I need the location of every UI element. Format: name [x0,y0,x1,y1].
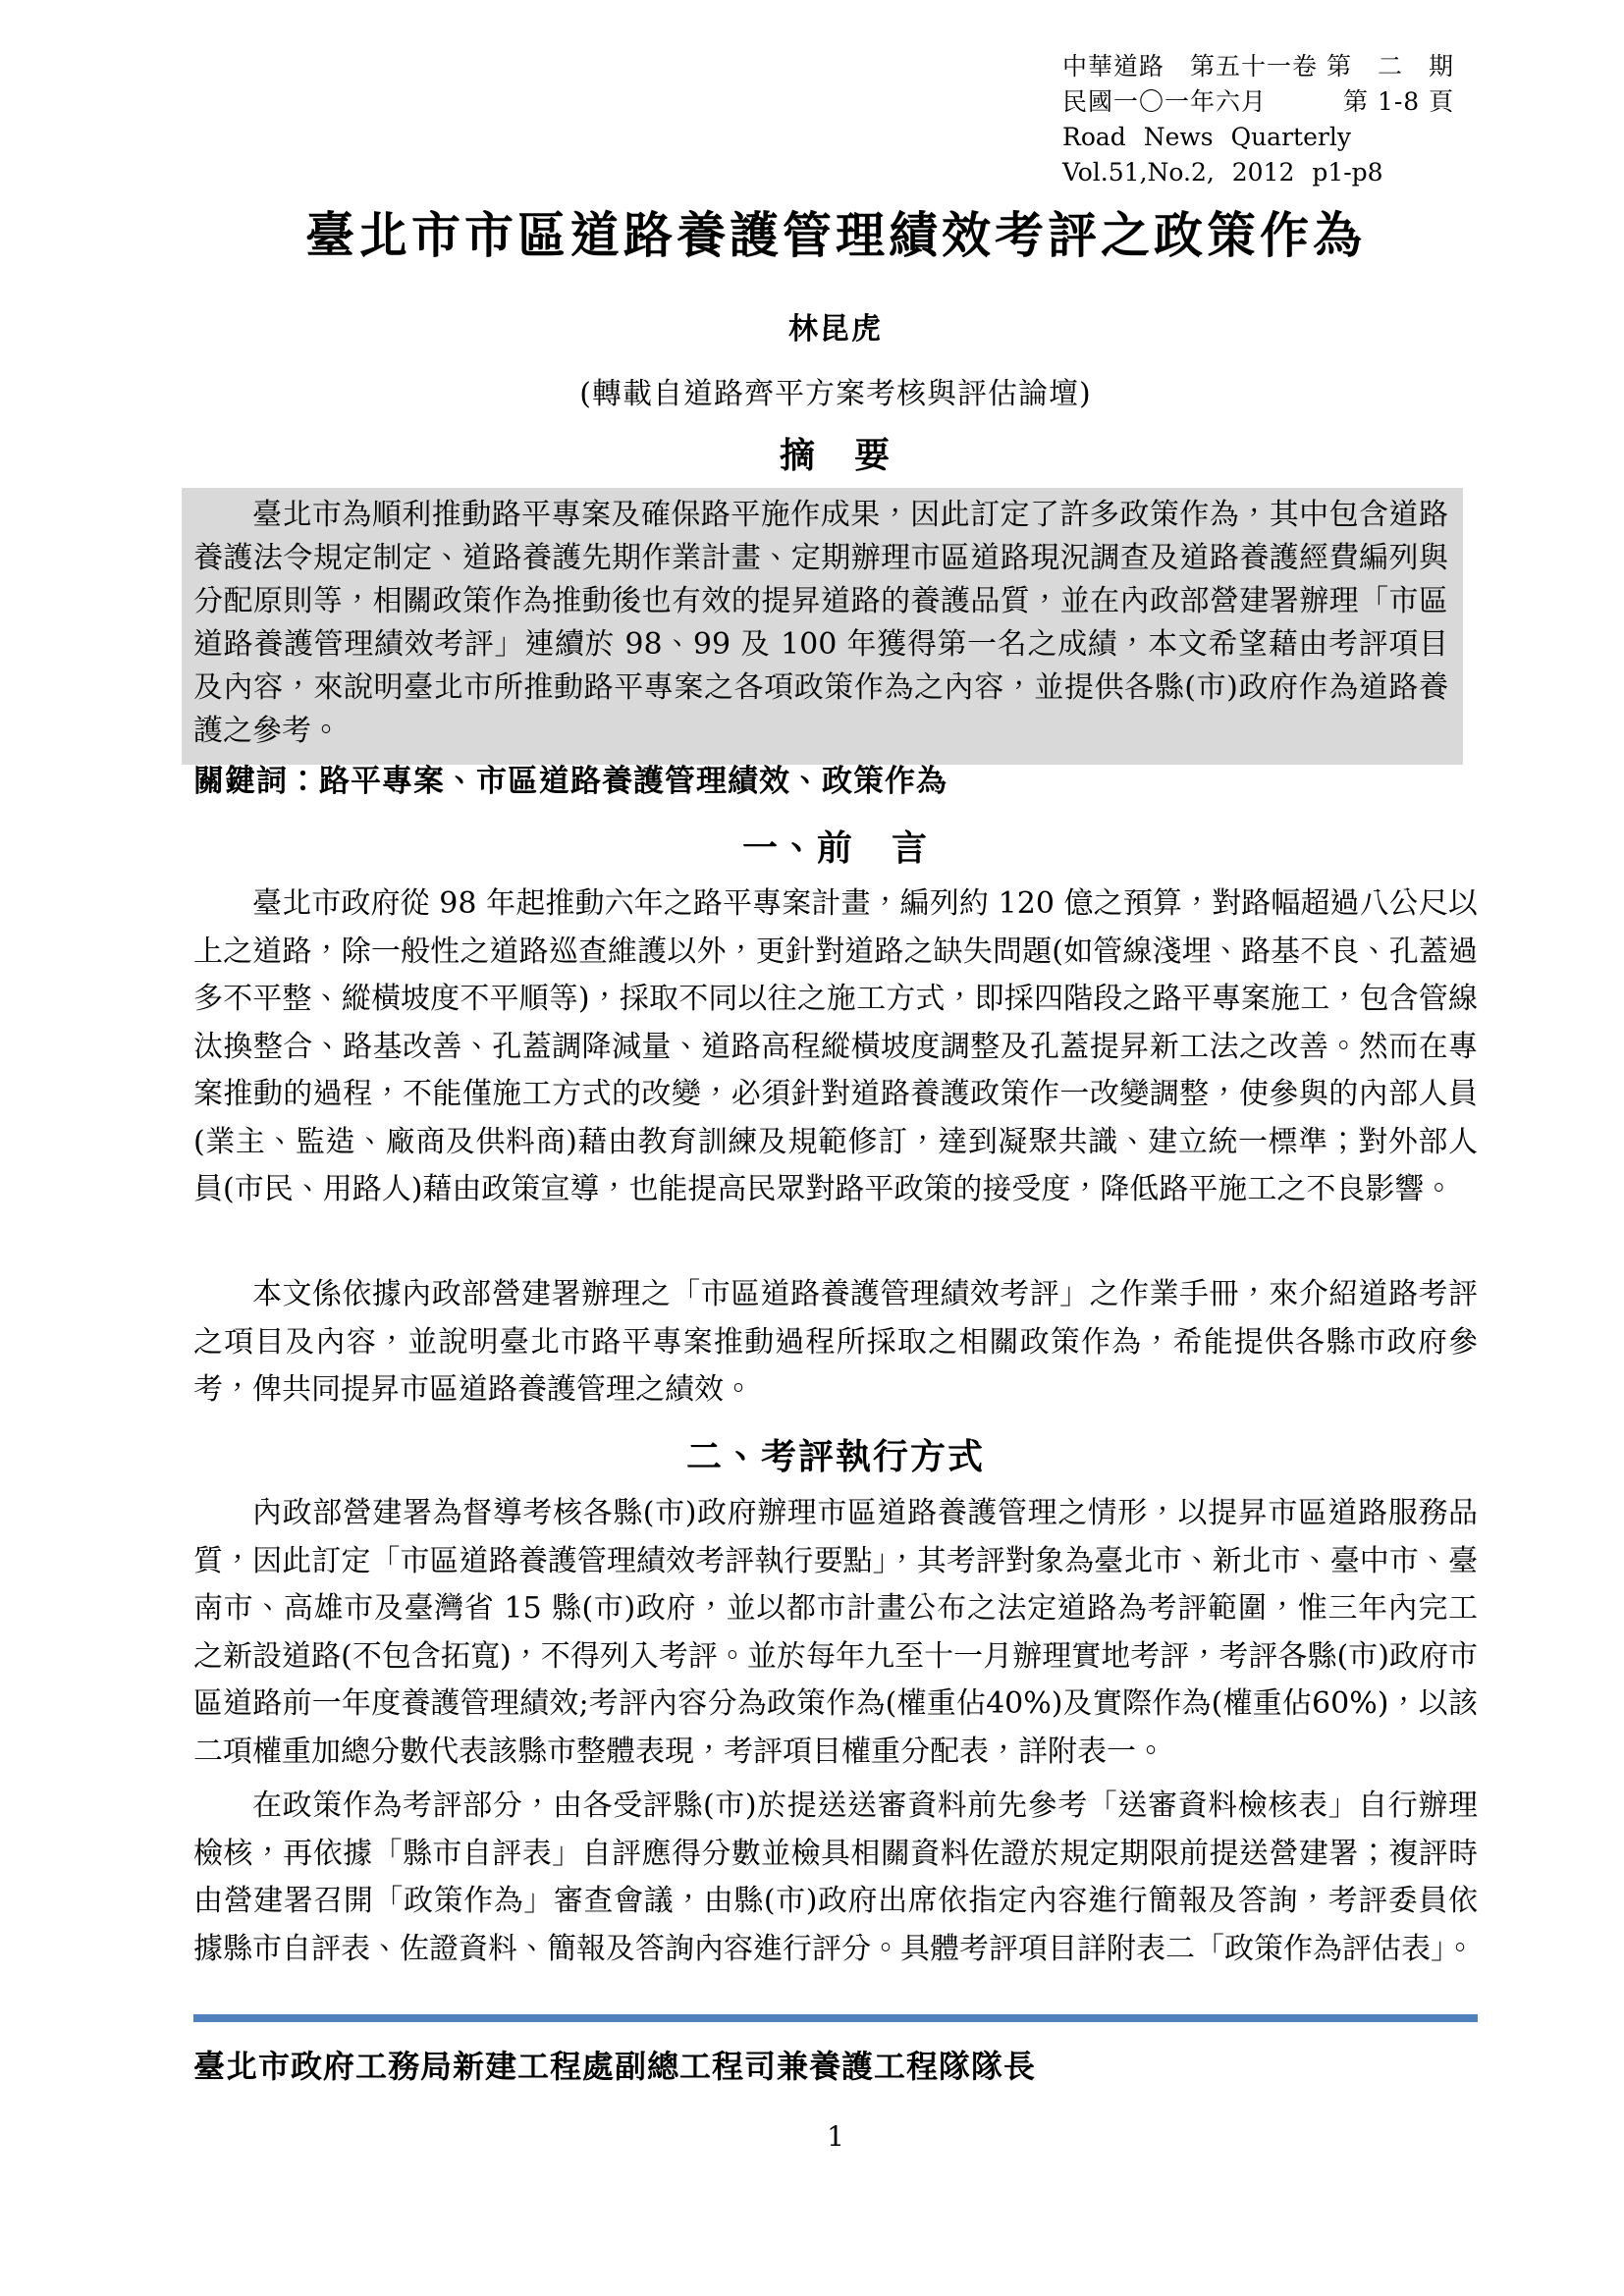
keywords-line: 關鍵詞：路平專案、市區道路養護管理績效、政策作為 [193,764,947,799]
page-number: 1 [827,2120,844,2153]
abstract-text: 臺北市為順利推動路平專案及確保路平施作成果，因此訂定了許多政策作為，其中包含道路養護法令規定制定、道路養護先期作業計畫、定期辦理市區道路現況調查及道路養護經費編列與分配原則等，相關政策作為推動後也有效的提昇道路的養護品質，並在內政部營建署辦理「市區道路養護管理績效考評」連續於 98、99 及 100 年獲得第一名之成績，本文希望藉由考評項目及內容，來說明臺北市所推動路平專案之各項政策作為之內容，並提供各縣(市)政府作為道路養護之參考。 [193,498,1448,748]
section-1-heading: 一、前 言 [741,828,929,869]
author-affiliation-footnote: 臺北市政府工務局新建工程處副總工程司兼養護工程隊隊長 [193,2048,1037,2085]
section-2-paragraph-1: 內政部營建署為督導考核各縣(市)政府辦理市區道路養護管理之情形，以提昇市區道路服務品質，因此訂定「市區道路養護管理績效考評執行要點」，其考評對象為臺北市、新北市、臺中市、臺南市、高雄市及臺灣省 15 縣(市)政府，並以都市計畫公布之法定道路為考評範圍，惟三年內完工之新設道路(不包含拓寬)，不得列入考評。並於每年九至十一月辦理實地考評，考評各縣(市)政府市區道路前一年度養護管理績效;考評內容分為政策作為(權重佔40%)及實際作為(權重佔60%)，以該二項權重加總分數代表該縣市整體表現，考評項目權重分配表，詳附表一。 [193,1496,1478,1769]
journal-header [1062,49,1454,190]
journal-header-line-date-pages: 民國一〇一年六月 第 1-8 頁 [1062,87,1455,116]
footnote-divider [193,2014,1478,2022]
section-2-heading: 二、考評執行方式 [685,1437,985,1477]
paper-title: 臺北市市區道路養護管理績效考評之政策作為 [305,206,1366,264]
journal-header-line-volume: 中華道路 第五十一卷 第 二 期 [1062,52,1454,80]
abstract-heading: 摘 要 [779,436,892,476]
journal-header-line-volume-english: Vol.51,No.2, 2012 p1-p8 [1062,158,1383,187]
journal-header-line-english-title: Road News Quarterly [1062,123,1351,151]
reprint-subtitle: (轉載自道路齊平方案考核與評估論壇) [579,377,1092,411]
abstract-box [182,488,1463,765]
section-2-paragraph-2: 在政策作為考評部分，由各受評縣(市)於提送送審資料前先參考「送審資料檢核表」自行辦理檢核，再依據「縣市自評表」自評應得分數並檢具相關資料佐證於規定期限前提送營建署；複評時由營建署召開「政策作為」審查會議，由縣(市)政府出席依指定內容進行簡報及答詢，考評委員依據縣市自評表、佐證資料、簡報及答詢內容進行評分。具體考評項目詳附表二「政策作為評估表」。 [193,1789,1478,1966]
section-1-paragraph-2: 本文係依據內政部營建署辦理之「市區道路養護管理績效考評」之作業手冊，來介紹道路考評之項目及內容，並說明臺北市路平專案推動過程所採取之相關政策作為，希能提供各縣市政府參考，俾共同提昇市區道路養護管理之績效。 [193,1277,1478,1407]
author-name: 林昆虎 [788,312,883,347]
section-1-paragraph-1: 臺北市政府從 98 年起推動六年之路平專案計畫，編列約 120 億之預算，對路幅超過八公尺以上之道路，除一般性之道路巡查維護以外，更針對道路之缺失問題(如管線淺埋、路基不良、孔蓋過多不平整、縱橫坡度不平順等)，採取不同以往之施工方式，即採四階段之路平專案施工，包含管線汰換整合、路基改善、孔蓋調降減量、道路高程縱橫坡度調整及孔蓋提昇新工法之改善。然而在專案推動的過程，不能僅施工方式的改變，必須針對道路養護政策作一改變調整，使參與的內部人員(業主、監造、廠商及供料商)藉由教育訓練及規範修訂，達到凝聚共識、建立統一標準；對外部人員(市民、用路人)藉由政策宣導，也能提高民眾對路平政策的接受度，降低路平施工之不良影響。 [193,886,1478,1206]
